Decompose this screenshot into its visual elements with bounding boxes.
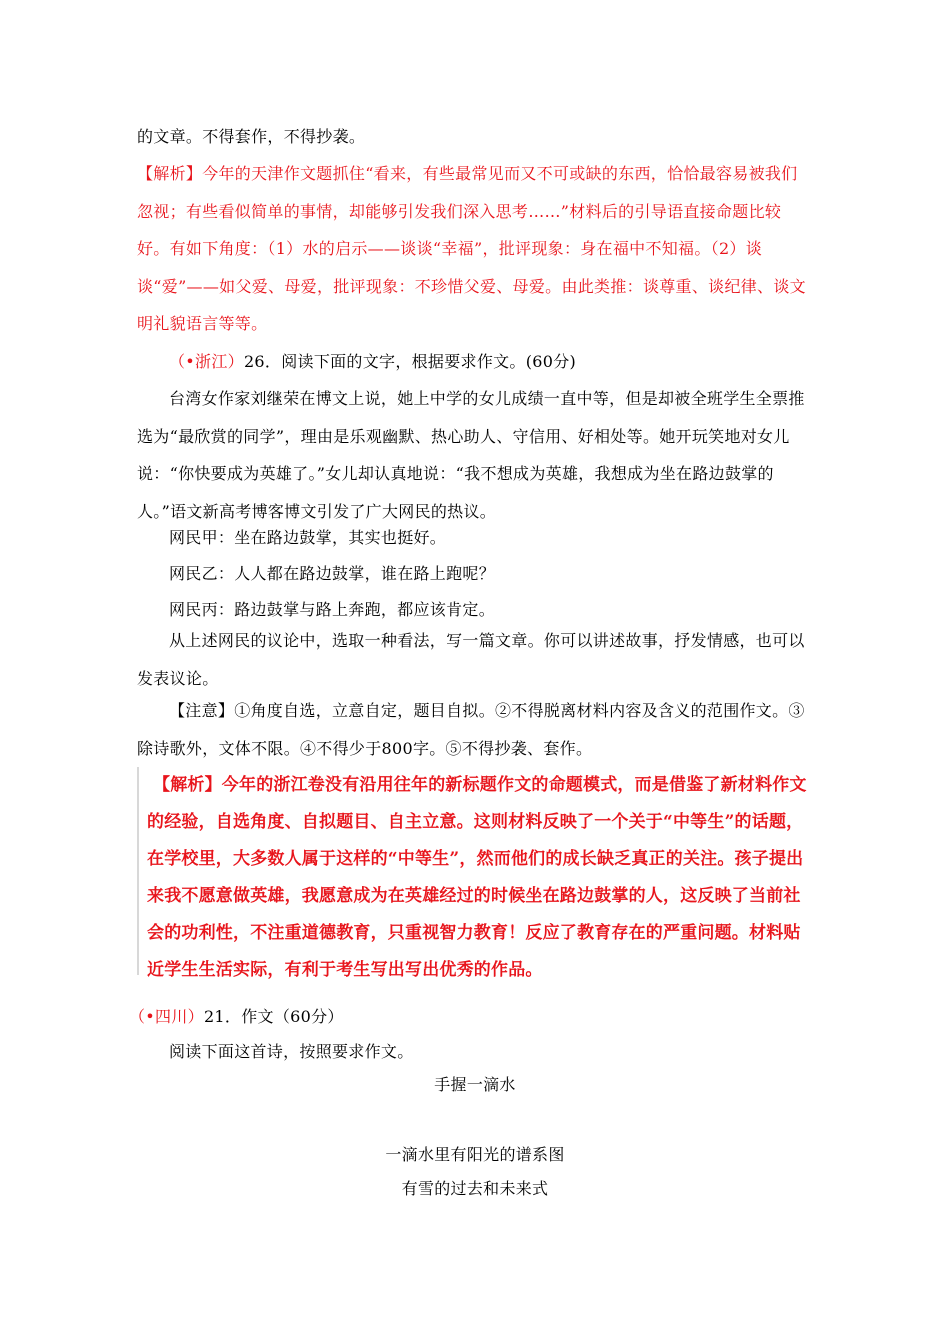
netizen-comment-3: 网民丙：路边鼓掌与路上奔跑，都应该肯定。 xyxy=(169,600,496,619)
sichuan-question-text: 21．作文（60分） xyxy=(203,1007,344,1026)
zhejiang-question xyxy=(137,343,813,381)
zhejiang-note: 【注意】①角度自选，立意自定，题目自拟。②不得脱离材料内容及含义的范围作文。③除诗歌外，文体不限。④不得少于800字。⑤不得抄袭、套作。 xyxy=(137,701,805,758)
sichuan-source: （•四川） xyxy=(129,1007,204,1026)
zhejiang-material: 台湾女作家刘继荣在博文上说，她上中学的女儿成绩一直中等，但是却被全班学生全票推选为“最欣赏的同学”，理由是乐观幽默、热心助人、守信用、好相处等。她开玩笑地对女儿说：“你快要成为英雄了。”女儿却认真地说：“我不想成为英雄，我想成为坐在路边鼓掌的人。”语文新高考博客博文引发了广大网民的热议。 xyxy=(137,389,805,521)
tianjin-tail: 的文章。不得套作，不得抄袭。 xyxy=(137,127,366,146)
zhejiang-analysis: 【解析】今年的浙江卷没有沿用往年的新标题作文的命题模式，而是借鉴了新材料作文的经验，自选角度、自拟题目、自主立意。这则材料反映了一个关于“中等生”的话题，在学校里，大多数人属于这样的“中等生”，然而他们的成长缺乏真正的关注。孩子提出来我不愿意做英雄，我愿意成为在英雄经过的时候坐在路边鼓掌的人，这反映了当前社会的功利性，不注重道德教育，只重视智力教育！反应了教育存在的严重问题。材料贴近学生生活实际，有利于考生写出写出优秀的作品。 xyxy=(137,767,813,975)
question-text: 26．阅读下面的文字，根据要求作文。(60分) xyxy=(243,352,577,371)
sichuan-question xyxy=(129,998,805,1036)
poem-line-1: 一滴水里有阳光的谱系图 xyxy=(385,1145,565,1164)
netizen-comment-2: 网民乙：人人都在路边鼓掌，谁在路上跑呢？ xyxy=(169,564,496,583)
tianjin-analysis xyxy=(137,155,813,343)
zhejiang-instruction: 从上述网民的议论中，选取一种看法，写一篇文章。你可以讲述故事，抒发情感，也可以发表议论。 xyxy=(137,631,805,688)
tianjin-tail-line xyxy=(137,118,813,156)
poem-line-2: 有雪的过去和未来式 xyxy=(401,1179,549,1198)
analysis-text: 今年的天津作文题抓住“看来，有些最常见而又不可或缺的东西，恰恰最容易被我们忽视；有些看似简单的事情，却能够引发我们深入思考……”材料后的引导语直接命题比较好。有如下角度：（1）水的启示——谈谈“幸福”，批评现象：身在福中不知福。（2）谈谈“爱”——如父爱、母爱，批评现象：不珍惜父爱、母爱。由此类推：谈尊重、谈纪律、谈文明礼貌语言等等。 xyxy=(137,164,806,333)
poem-title: 手握一滴水 xyxy=(434,1075,516,1094)
question-source: （•浙江） xyxy=(169,352,244,371)
analysis-label: 【解析】 xyxy=(137,164,203,183)
netizen-comment-1: 网民甲：坐在路边鼓掌，其实也挺好。 xyxy=(169,528,447,547)
sichuan-instruction: 阅读下面这首诗，按照要求作文。 xyxy=(169,1042,414,1061)
